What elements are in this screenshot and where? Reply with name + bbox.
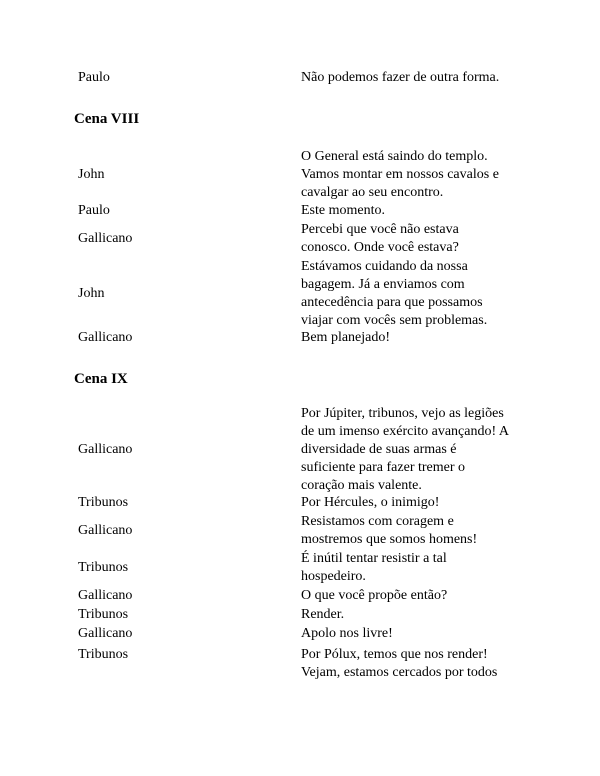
dialogue-line: coração mais valente. bbox=[301, 478, 422, 493]
dialogue-line: suficiente para fazer tremer o bbox=[301, 460, 466, 475]
speaker-name: Paulo bbox=[78, 203, 110, 218]
dialogue-text bbox=[301, 329, 561, 347]
dialogue-line: Resistamos com coragem e bbox=[301, 514, 454, 529]
dialogue-text bbox=[301, 646, 561, 682]
dialogue-line: hospedeiro. bbox=[301, 569, 366, 584]
dialogue-line: diversidade de suas armas é bbox=[301, 442, 457, 457]
speaker-name: Gallicano bbox=[78, 330, 133, 345]
dialogue-text bbox=[301, 221, 561, 257]
dialogue-line: Vejam, estamos cercados por todos bbox=[301, 665, 498, 680]
dialogue-text bbox=[301, 69, 561, 87]
speaker-name: Gallicano bbox=[78, 588, 133, 603]
dialogue-line: antecedência para que possamos bbox=[301, 295, 483, 310]
dialogue-line: O que você propõe então? bbox=[301, 588, 448, 603]
speaker-name: John bbox=[78, 167, 105, 182]
speaker-name: Gallicano bbox=[78, 231, 133, 246]
speaker-name: Tribunos bbox=[78, 607, 129, 622]
scene-heading: Cena IX bbox=[74, 371, 128, 387]
speaker-name: Tribunos bbox=[78, 495, 129, 510]
dialogue-text bbox=[301, 513, 561, 549]
speaker-name: Tribunos bbox=[78, 647, 129, 662]
dialogue-line: Por Pólux, temos que nos render! bbox=[301, 647, 488, 662]
speaker-name: Paulo bbox=[78, 70, 110, 85]
dialogue-line: Apolo nos livre! bbox=[301, 626, 393, 641]
speaker-name: Gallicano bbox=[78, 626, 133, 641]
dialogue-text bbox=[301, 550, 561, 586]
dialogue-text bbox=[301, 148, 561, 202]
dialogue-line: Este momento. bbox=[301, 203, 385, 218]
dialogue-text bbox=[301, 202, 561, 220]
dialogue-line: Bem planejado! bbox=[301, 330, 391, 345]
dialogue-line: Não podemos fazer de outra forma. bbox=[301, 70, 500, 85]
dialogue-line: Vamos montar em nossos cavalos e bbox=[301, 167, 499, 182]
dialogue-text bbox=[301, 258, 561, 330]
speaker-name: Tribunos bbox=[78, 560, 129, 575]
dialogue-line: viajar com vocês sem problemas. bbox=[301, 313, 488, 328]
dialogue-text bbox=[301, 606, 561, 624]
dialogue-line: bagagem. Já a enviamos com bbox=[301, 277, 465, 292]
dialogue-line: mostremos que somos homens! bbox=[301, 532, 478, 547]
dialogue-text bbox=[301, 587, 561, 605]
speaker-name: Gallicano bbox=[78, 442, 133, 457]
dialogue-text bbox=[301, 625, 561, 643]
dialogue-line: conosco. Onde você estava? bbox=[301, 240, 459, 255]
dialogue-text bbox=[301, 494, 561, 512]
dialogue-line: É inútil tentar resistir a tal bbox=[301, 551, 447, 566]
dialogue-line: Por Hércules, o inimigo! bbox=[301, 495, 440, 510]
dialogue-text bbox=[301, 405, 561, 495]
dialogue-line: Percebi que você não estava bbox=[301, 222, 459, 237]
dialogue-line: Render. bbox=[301, 607, 345, 622]
dialogue-line: Estávamos cuidando da nossa bbox=[301, 259, 468, 274]
dialogue-line: de um imenso exército avançando! A bbox=[301, 424, 509, 439]
scene-heading: Cena VIII bbox=[74, 111, 140, 127]
speaker-name: Gallicano bbox=[78, 523, 133, 538]
dialogue-line: O General está saindo do templo. bbox=[301, 149, 488, 164]
speaker-name: John bbox=[78, 286, 105, 301]
dialogue-line: Por Júpiter, tribunos, vejo as legiões bbox=[301, 406, 504, 421]
dialogue-line: cavalgar ao seu encontro. bbox=[301, 185, 444, 200]
